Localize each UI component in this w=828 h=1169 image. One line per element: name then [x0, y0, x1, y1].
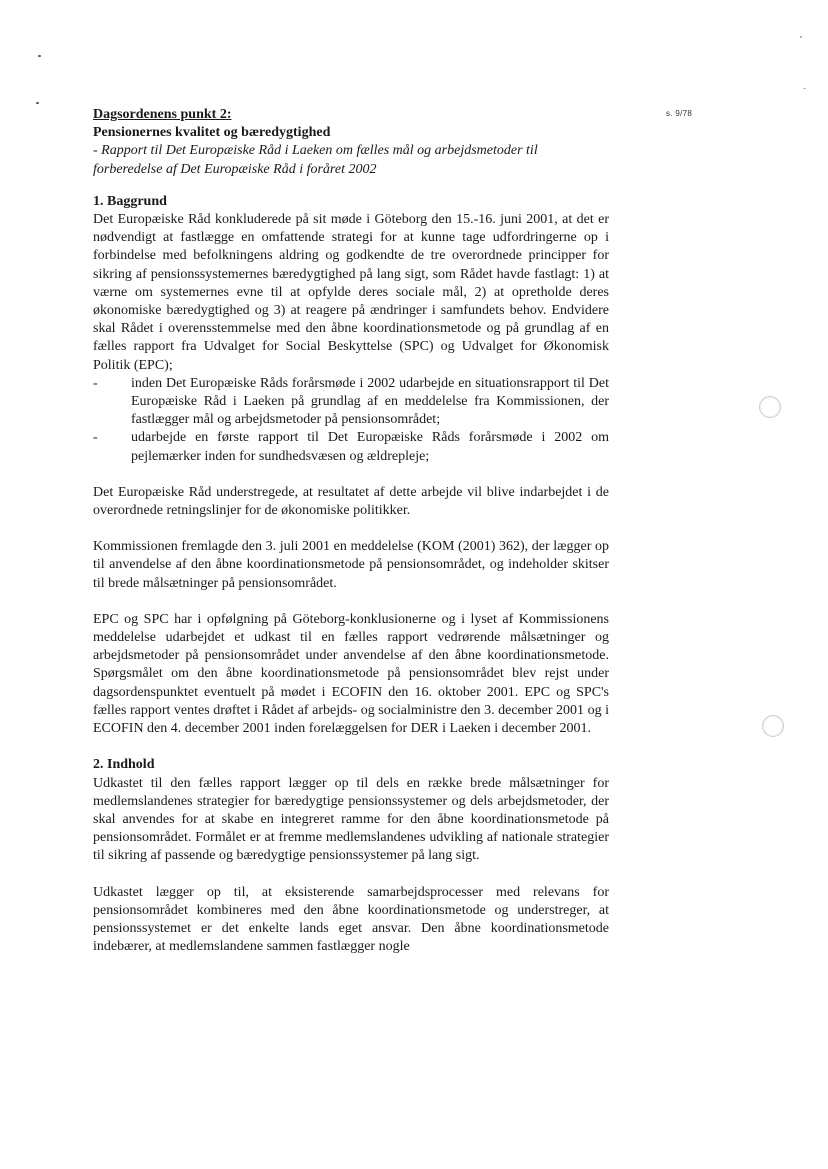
document-title: Pensionernes kvalitet og bæredygtighed: [93, 125, 331, 141]
document-subtitle: - Rapport til Det Europæiske Råd i Laeken om fælles mål og arbejdsmetoder til forberedelse af Det Europæiske Råd i foråret 2002: [93, 143, 538, 177]
list-item: [93, 429, 609, 465]
paragraph: Det Europæiske Råd understregede, at resultatet af dette arbejde vil blive indarbejdet i de overordnede retningslinjer for de økonomiske politikker.: [93, 484, 609, 519]
document-body: [93, 106, 609, 956]
paragraph: Udkastet til den fælles rapport lægger op til dels en række brede målsætninger for medlemslandenes strategier for bæredygtige pensionssystemer og dels arbejdsmetoder, der skal anvendes for at skabe en integreret ramme for den åbne koordinationsmetode på pensionsområdet. Formålet er at fremme medlemslandenes udvikling af nationale strategier til sikring af passende og bæredygtige pensionssystemer på lang sigt.: [93, 775, 609, 864]
paragraph: EPC og SPC har i opfølgning på Göteborg-konklusionerne og i lyset af Kommissionens meddelelse udarbejdet et udkast til en fælles rapport vedrørende målsætninger og arbejdsmetoder på pensionsområdet under anvendelse af den åbne koordinationsmetode. Spørgsmålet om den åbne koordinationsmetode på pensionsområdet blev rejst under dagsordenspunktet eventuelt på mødet i ECOFIN den 16. oktober 2001. EPC og SPC's fælles rapport ventes drøftet i Rådet af arbejds- og socialministre den 3. december 2001 og i ECOFIN den 4. december 2001 inden forelæggelsen for DER i Laeken i december 2001.: [93, 611, 609, 737]
page-number: s. 9/78: [666, 109, 693, 118]
paragraph: Kommissionen fremlagde den 3. juli 2001 en meddelelse (KOM (2001) 362), der lægger op til anvendelse af den åbne koordinationsmetode på pensionsområdet, og indeholder skitser til brede målsætninger på pensionsområdet.: [93, 539, 609, 591]
paragraph: Udkastet lægger op til, at eksisterende samarbejdsprocesser med relevans for pensionsområdet kombineres med den åbne koordinationsmetode og understreger, at pensionssystemet er det enkelte lands eget ansvar. Den åbne koordinationsmetode indebærer, at medlemslandene sammen fastlægger nogle: [93, 884, 609, 955]
section-heading-baggrund: 1. Baggrund: [93, 193, 167, 209]
punch-hole-upper: [759, 396, 781, 418]
list-dash: -: [93, 430, 98, 446]
punch-hole-lower: [762, 715, 784, 737]
list-item: [93, 375, 609, 430]
list-item-text: udarbejde en første rapport til Det Europæiske Råds forårsmøde i 2002 om pejlemærker inden for sundhedsvæsen og ældrepleje;: [131, 430, 609, 464]
scan-speck: [36, 102, 39, 104]
scan-speck: [38, 55, 41, 57]
scan-speck: [803, 88, 806, 89]
list-item-text: inden Det Europæiske Råds forårsmøde i 2002 udarbejde en situationsrapport til Det Europæiske Råd i Laeken på grundlag af en meddelelse fra Kommissionen, der fastlægger mål og arbejdsmetoder på pensionsområdet;: [131, 375, 609, 428]
list-dash: -: [93, 375, 98, 391]
agenda-item-heading: Dagsordenens punkt 2:: [93, 107, 232, 122]
scan-speck: [800, 36, 802, 38]
section-heading-indhold: 2. Indhold: [93, 757, 155, 773]
section1-intro: Det Europæiske Råd konkluderede på sit møde i Göteborg den 15.-16. juni 2001, at det er nødvendigt at fastlægge en omfattende strategi for at kunne tage udfordringerne op i forbindelse med befolkningens aldring og godkendte de tre overordnede principper for sikring af pensionssystemernes bæredygtighed på lang sigt, som Rådet havde fastlagt: 1) at værne om systemernes evne til at opfylde deres sociale mål, 2) at opretholde deres økonomiske bæredygtighed og 3) at reagere på ændringer i samfundets behov. Endvidere skal Rådet i overensstemmelse med den åbne koordinationsmetode og på grundlag af en fælles rapport fra Udvalget for Social Beskyttelse (SPC) og Udvalget for Økonomisk Politik (EPC);: [93, 212, 609, 373]
mandate-list: [93, 375, 609, 466]
